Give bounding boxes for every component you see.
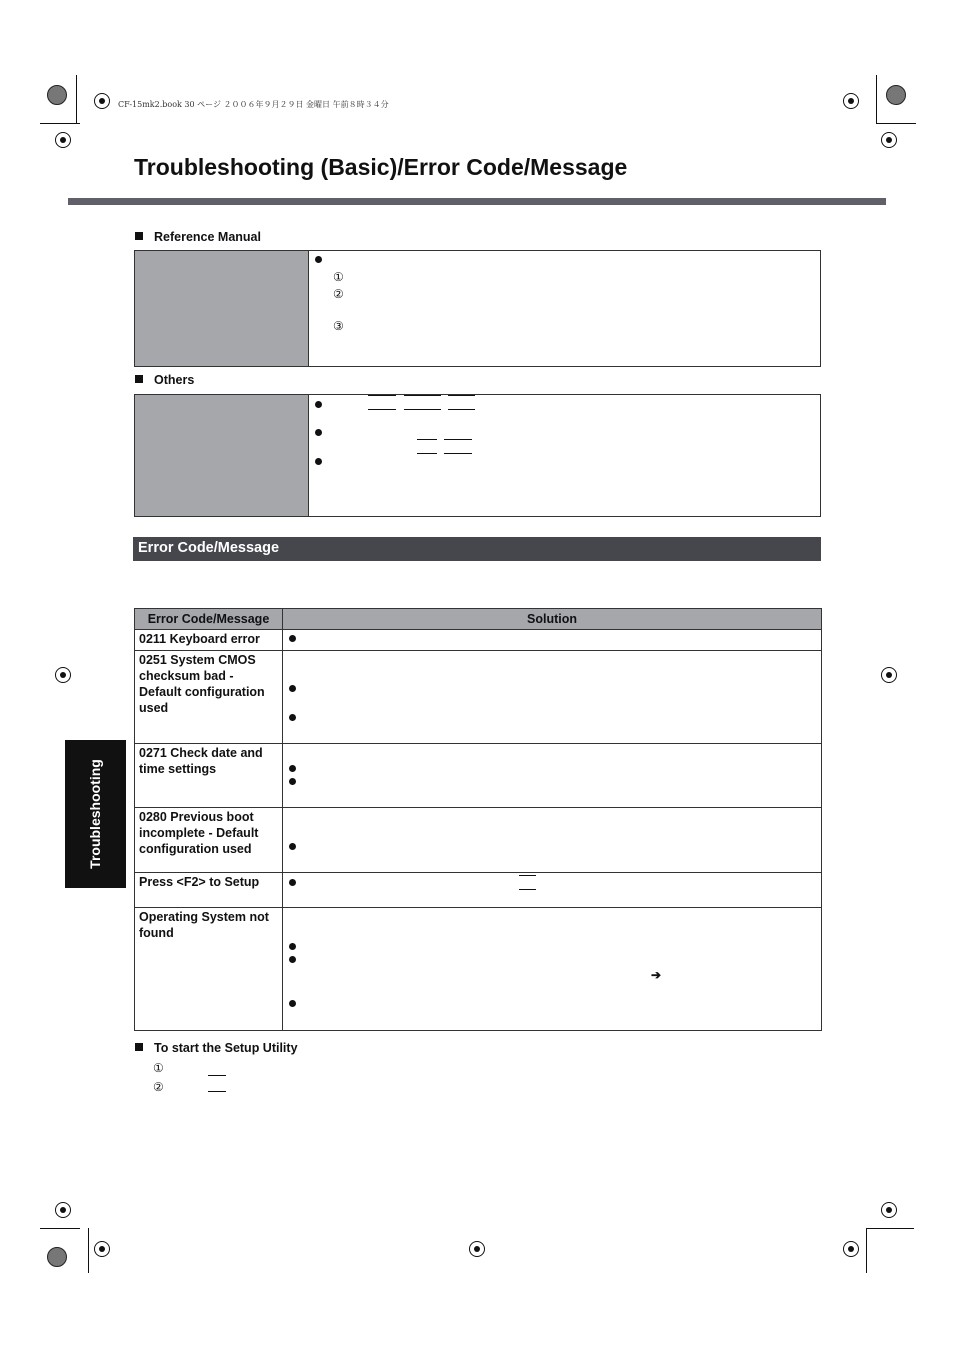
column-header-solution: Solution	[283, 609, 822, 630]
column-header-code: Error Code/Message	[135, 609, 283, 630]
bullet-icon	[289, 943, 296, 950]
crosshair-mark	[94, 93, 110, 109]
square-bullet-icon	[135, 232, 143, 240]
circled-number-1: ①	[333, 270, 344, 284]
error-section-title: Error Code/Message	[138, 540, 280, 556]
key-outline	[208, 1075, 226, 1076]
bullet-icon	[289, 778, 296, 785]
crosshair-mark	[881, 132, 897, 148]
reference-manual-label: Reference Manual	[154, 230, 261, 244]
square-bullet-icon	[135, 1043, 143, 1051]
key-outline	[519, 875, 536, 890]
key-outline	[208, 1091, 226, 1092]
registration-disc-top-right	[886, 85, 906, 105]
setup-utility-heading	[135, 1041, 298, 1055]
crosshair-mark	[881, 1202, 897, 1218]
key-outline	[448, 395, 475, 410]
error-code-cell: Operating System not found	[135, 908, 283, 1031]
crosshair-mark	[55, 132, 71, 148]
key-outline	[444, 439, 472, 454]
crop-line	[866, 1228, 867, 1273]
bullet-icon	[315, 256, 322, 263]
error-code-cell: 0211 Keyboard error	[135, 630, 283, 651]
bullet-icon	[289, 685, 296, 692]
crosshair-mark	[55, 667, 71, 683]
solution-cell	[283, 651, 822, 744]
table-row	[135, 651, 822, 744]
arrow-icon: ➔	[651, 968, 662, 982]
bullet-icon	[289, 635, 296, 642]
crosshair-mark	[94, 1241, 110, 1257]
page-title: Troubleshooting (Basic)/Error Code/Message	[134, 154, 628, 180]
registration-disc-top-left	[47, 85, 67, 105]
error-code-cell: 0271 Check date and time settings	[135, 744, 283, 808]
table-row	[135, 808, 822, 873]
registration-disc-bottom-left	[47, 1247, 67, 1267]
circled-number-3: ③	[333, 319, 344, 333]
setup-utility-label: To start the Setup Utility	[154, 1041, 298, 1055]
others-box-label-cell	[135, 395, 309, 516]
circled-number-2: ②	[153, 1080, 164, 1094]
solution-cell	[283, 744, 822, 808]
bullet-icon	[289, 843, 296, 850]
circled-number-2: ②	[333, 287, 344, 301]
table-row	[135, 744, 822, 808]
bullet-icon	[289, 765, 296, 772]
error-code-cell: 0280 Previous boot incomplete - Default configuration used	[135, 808, 283, 873]
crosshair-mark	[843, 93, 859, 109]
table-header-row	[135, 609, 822, 630]
key-outline	[417, 439, 437, 454]
reference-manual-box	[134, 250, 821, 367]
key-outline	[368, 395, 396, 410]
others-heading	[135, 373, 194, 387]
error-section-bar	[133, 537, 821, 561]
error-code-cell: Press <F2> to Setup	[135, 873, 283, 908]
square-bullet-icon	[135, 375, 143, 383]
crop-line	[866, 1228, 914, 1229]
side-tab-label: Troubleshooting	[87, 759, 103, 869]
crosshair-mark	[843, 1241, 859, 1257]
bullet-icon	[289, 956, 296, 963]
bullet-icon	[315, 458, 322, 465]
solution-cell	[283, 873, 822, 908]
bullet-icon	[315, 429, 322, 436]
crosshair-mark	[469, 1241, 485, 1257]
bullet-icon	[289, 1000, 296, 1007]
circled-number-1: ①	[153, 1061, 164, 1075]
print-header-meta: CF-15mk2.book 30 ページ ２００６年９月２９日 金曜日 午前８時３４分	[118, 100, 389, 109]
others-box	[134, 394, 821, 517]
solution-cell	[283, 808, 822, 873]
crop-line	[876, 123, 916, 124]
bullet-icon	[315, 401, 322, 408]
error-code-table	[134, 608, 822, 1031]
error-code-cell: 0251 System CMOS checksum bad - Default configuration used	[135, 651, 283, 744]
crop-line	[88, 1228, 89, 1273]
side-tab	[65, 740, 126, 888]
reference-manual-heading	[135, 230, 261, 244]
reference-manual-box-label-cell	[135, 251, 309, 366]
table-row	[135, 908, 822, 1031]
solution-cell	[283, 908, 822, 1031]
key-outline	[404, 395, 441, 410]
crop-line	[876, 75, 877, 124]
bullet-icon	[289, 879, 296, 886]
table-row	[135, 630, 822, 651]
title-rule	[68, 198, 886, 205]
crop-line	[76, 75, 77, 124]
crop-line	[40, 1228, 80, 1229]
solution-cell	[283, 630, 822, 651]
others-label: Others	[154, 373, 195, 387]
crosshair-mark	[881, 667, 897, 683]
bullet-icon	[289, 714, 296, 721]
crosshair-mark	[55, 1202, 71, 1218]
table-row	[135, 873, 822, 908]
crop-line	[40, 123, 80, 124]
